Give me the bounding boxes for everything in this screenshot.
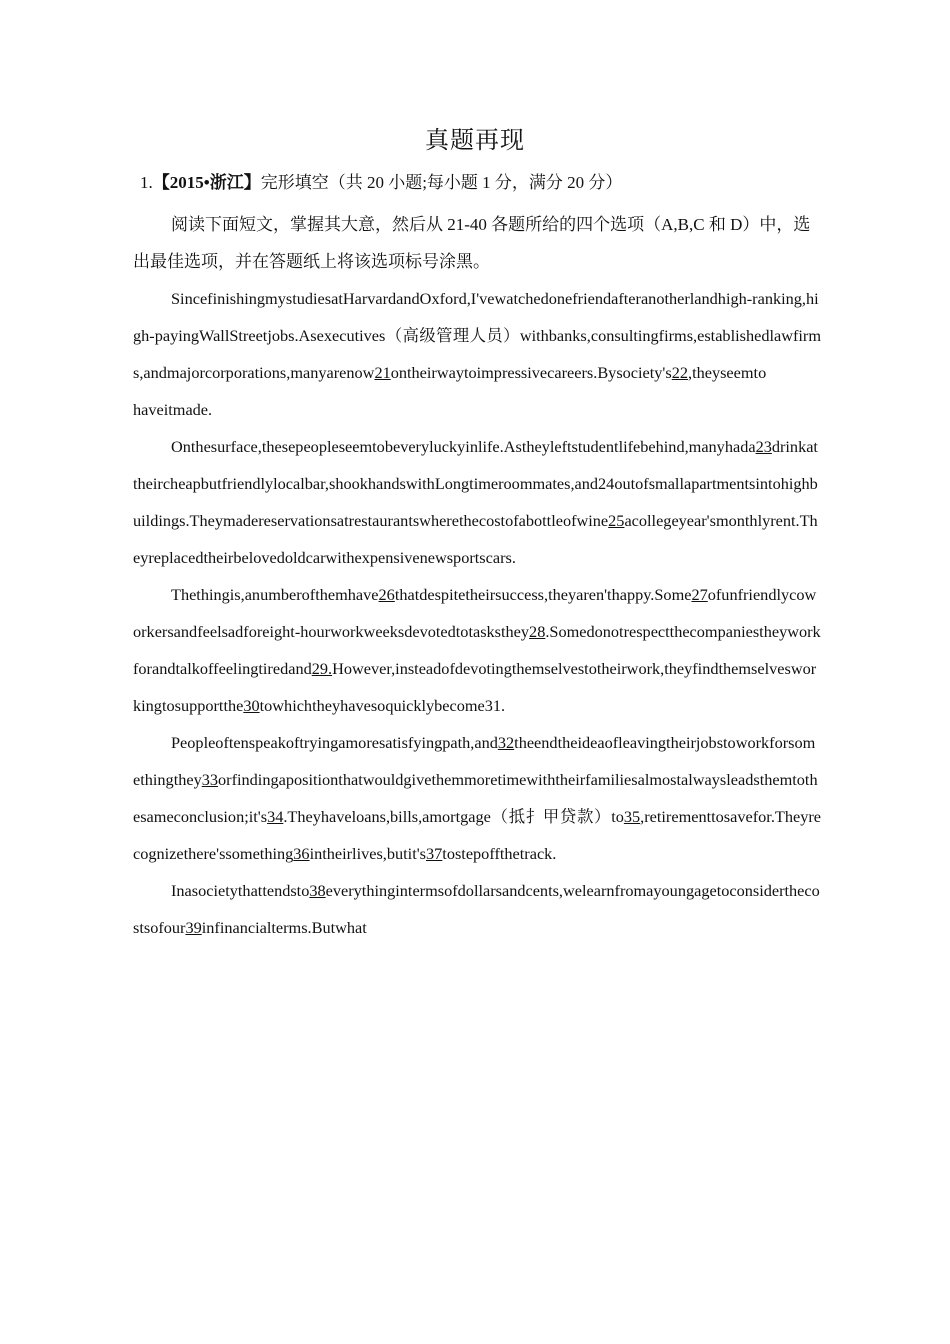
blank-number: 30: [243, 696, 260, 715]
passage-text: .Somedonotrespectthecompaniestheyworkforandtalkoffeelingtiredand: [133, 622, 821, 678]
cloze-passage: [133, 280, 821, 946]
passage-text: infinancialterms.Butwhat: [201, 918, 367, 937]
passage-text: Inasocietythattendsto: [171, 881, 310, 900]
blank-number: 22: [671, 363, 688, 382]
blank-number: 39: [185, 918, 202, 937]
passage-text: acollegeyear'smonthlyrent.Theyreplacedtheirbelovedoldcarwithexpensivenewsportscars.: [133, 511, 818, 567]
question-number: 1.: [140, 173, 153, 192]
blank-number: 35: [623, 807, 641, 826]
passage-text: everythingintermsofdollarsandcents,welearnfromayoungagetoconsiderthecostsofour: [133, 881, 820, 937]
passage-paragraph: [133, 280, 821, 391]
blank-number: 23: [755, 437, 772, 456]
passage-paragraph: [133, 872, 821, 946]
passage-text: ,retirementtosavefor.Theyrecognizethere'ssomething: [133, 807, 821, 863]
passage-text: However,insteadofdevotingthemselvestotheirwork,theyfindthemselvesworkingtosupportthe: [133, 659, 817, 715]
passage-text: ontheirwaytoimpressivecareers.Bysociety's: [390, 363, 672, 382]
passage-text: drinkattheircheapbutfriendlylocalbar,shookhandswithLongtimeroommates,and24outofsmallapartmentsintohighbuildings.Theymadereservationsatrestaurantswherethecostofabottleofwine: [133, 437, 818, 530]
blank-number: 26: [378, 585, 395, 604]
question-header: [140, 172, 840, 194]
passage-paragraph: [133, 428, 821, 576]
blank-number: 28: [529, 622, 546, 641]
question-description: 完形填空（共 20 小题;每小题 1 分，满分 20 分）: [260, 173, 623, 192]
blank-number: 33: [201, 770, 219, 789]
passage-text: Thethingis,anumberofthemhave: [171, 585, 379, 604]
passage-paragraph: [133, 724, 821, 872]
blank-number: 27: [691, 585, 708, 604]
blank-number: 36: [293, 844, 310, 863]
passage-text: thatdespitetheirsuccess,theyaren'thappy.Some: [394, 585, 692, 604]
passage-text: towhichtheyhavesoquicklybecome31.: [259, 696, 506, 715]
blank-number: 29.: [311, 659, 333, 678]
blank-number: 37: [426, 844, 443, 863]
blank-number: 32: [497, 733, 515, 752]
passage-text: orfindingapositionthatwouldgivethemmoretimewiththeirfamiliesalmostalwaysleadsthemtothesameconclusion;it's: [133, 770, 818, 826]
blank-number: 25: [608, 511, 625, 530]
page-title: 真题再现: [425, 128, 525, 154]
passage-paragraph: [133, 391, 821, 428]
passage-text: theendtheideaofleavingtheirjobstoworkforsomethingthey: [133, 733, 816, 789]
blank-number: 21: [374, 363, 391, 382]
question-source: 【2015•浙江】: [152, 173, 261, 192]
passage-text: Onthesurface,thesepeopleseemtobeveryluckyinlife.Astheyleftstudentlifebehind,manyhada: [171, 437, 756, 456]
blank-number: 34: [267, 807, 284, 826]
passage-text: haveitmade.: [133, 400, 213, 419]
passage-text: .Theyhaveloans,bills,amortgage（抵扌甲贷款）to: [283, 807, 624, 826]
passage-text: ofunfriendlycoworkersandfeelsadforeight-hourworkweeksdevotedtotasksthey: [133, 585, 817, 641]
passage-text: intheirlives,butit's: [309, 844, 427, 863]
passage-text: tostepoffthetrack.: [442, 844, 557, 863]
passage-text: Peopleoftenspeakoftryingamoresatisfyingpath,and: [171, 733, 498, 752]
passage-text: ,theyseemto: [688, 363, 767, 382]
passage-text: SincefinishingmystudiesatHarvardandOxford,I'vewatchedonefriendafteranotherlandhigh-ranking,high-payingWallStreetjobs.Asexecutives（高级管理人员）withbanks,consultingfirms,establishedlawfirms,andmajorcorporations,manyarenow: [133, 289, 821, 382]
passage-paragraph: [133, 576, 821, 724]
blank-number: 38: [309, 881, 326, 900]
instructions: 阅读下面短文，掌握其大意，然后从 21-40 各题所给的四个选项（A,B,C 和 D）中，选出最佳选项，并在答题纸上将该选项标号涂黑。: [133, 215, 811, 271]
